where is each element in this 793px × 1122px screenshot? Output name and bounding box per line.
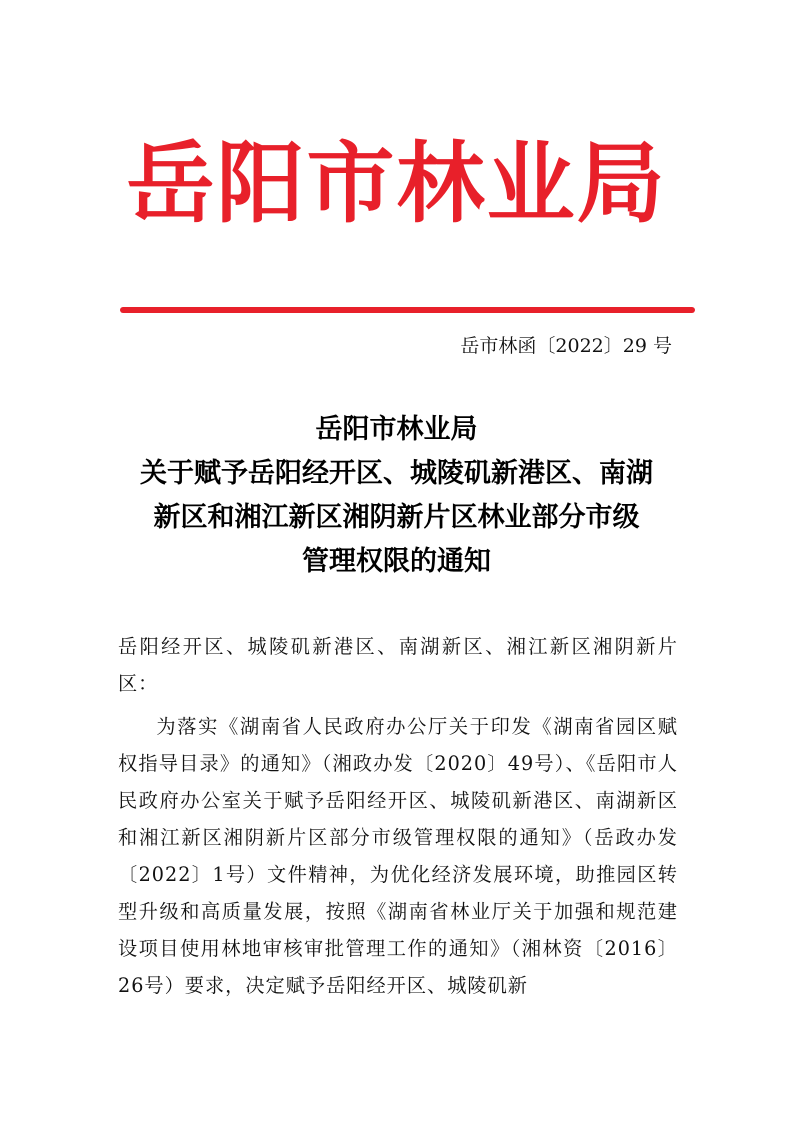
title-line: 管理权限的通知	[302, 546, 491, 577]
title-line: 岳阳市林业局	[315, 414, 478, 445]
title-line: 关于赋予岳阳经开区、城陵矶新港区、南湖	[140, 458, 653, 489]
document-body	[118, 628, 678, 1004]
document-number: 岳市林函〔2022〕29 号	[460, 335, 672, 357]
salutation: 岳阳经开区、城陵矶新港区、南湖新区、湘江新区湘阴新片区：	[118, 635, 678, 695]
body-paragraph: 为落实《湖南省人民政府办公厅关于印发《湖南省园区赋权指导目录》的通知》（湘政办发〔2020〕49号）、《岳阳市人民政府办公室关于赋予岳阳经开区、城陵矶新港区、南湖新区和湘江新区湘阴新片区部分市级管理权限的通知》（岳政办发〔2022〕1号）文件精神，为优化经济发展环境，助推园区转型升级和高质量发展，按照《湖南省林业厅关于加强和规范建设项目使用林地审核审批管理工作的通知》（湘林资〔2016〕26号）要求，决定赋予岳阳经开区、城陵矶新	[118, 715, 678, 997]
title-line: 新区和湘江新区湘阴新片区林业部分市级	[153, 502, 640, 533]
notice-title	[100, 408, 693, 584]
masthead-title: 岳阳市林业局	[126, 131, 667, 235]
red-divider-line	[120, 307, 695, 313]
